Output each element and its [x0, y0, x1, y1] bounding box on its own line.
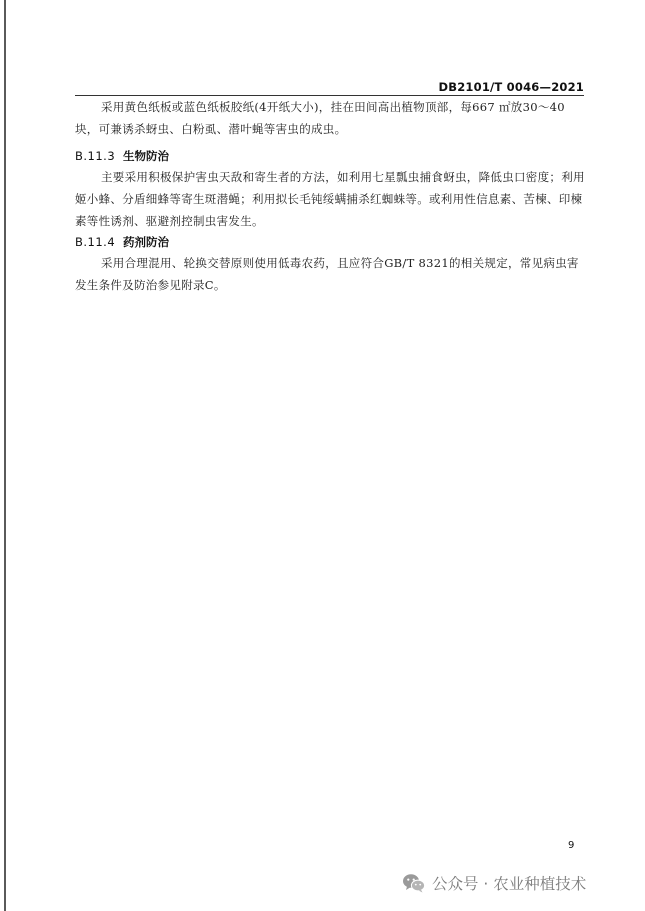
paragraph-biological-control: 主要采用积极保护害虫天敌和寄生者的方法，如利用七星瓢虫捕食蚜虫，降低虫口密度；利用姬小蜂、分盾细蜂等寄生斑潜蝇；利用拟长毛钝绥螨捕杀红蜘蛛等。或利用性信息素、苦楝、印楝素等性诱剂、驱避剂控制虫害发生。 [75, 170, 585, 228]
paragraph-chemical-control: 采用合理混用、轮换交替原则使用低毒农药，且应符合GB/T 8321的相关规定，常见病虫害发生条件及防治参见附录C。 [75, 256, 579, 292]
section-title: 药剂防治 [123, 235, 169, 249]
section-number: B.11.4 [75, 235, 116, 249]
section-heading-b-11-3 [75, 148, 575, 164]
paragraph-sticky-traps: 采用黄色纸板或蓝色纸板胶纸(4开纸大小)，挂在田间高出植物顶部，每667 ㎡放30～40块，可兼诱杀蚜虫、白粉虱、潜叶蝇等害虫的成虫。 [75, 100, 565, 136]
page-left-border [4, 0, 6, 911]
watermark-text: 公众号 · 农业种植技术 [432, 875, 587, 893]
section-number: B.11.3 [75, 149, 116, 163]
section-heading-b-11-4 [75, 234, 575, 250]
watermark [402, 872, 586, 894]
document-code: DB2101/T 0046—2021 [438, 80, 584, 94]
section-title: 生物防治 [123, 149, 169, 163]
page-number: 9 [568, 840, 575, 851]
wechat-icon [402, 872, 426, 894]
